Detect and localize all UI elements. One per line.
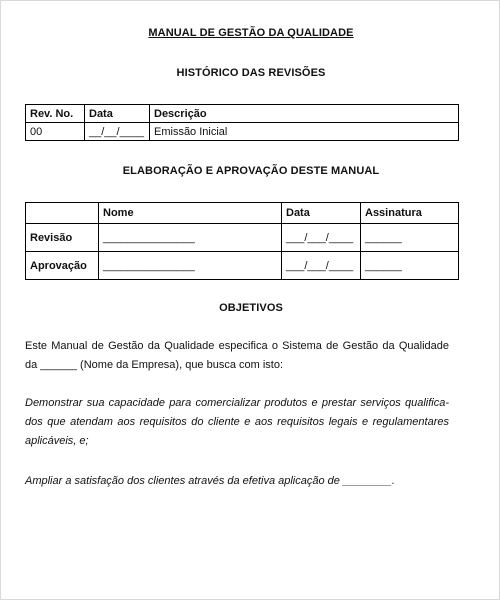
header-cell: Nome (99, 203, 282, 224)
row-label: Revisão (26, 224, 99, 252)
header-cell: Assinatura (361, 203, 459, 224)
table-cell: __/__/____ (85, 123, 150, 141)
objectives-heading: OBJETIVOS (219, 302, 283, 314)
signature-blank: ______ (361, 224, 459, 252)
table-row (26, 123, 459, 141)
objective-item: Ampliar a satisfação dos clientes através da efetiva aplicação de ________. (25, 475, 395, 487)
date-blank: ___/___/____ (282, 252, 361, 280)
header-cell: Descrição (150, 105, 459, 123)
objective-item: Demonstrar sua capacidade para comercializar produtos e prestar serviços qualifica-dos que atendam aos requisitos do cliente e aos requisitos legais e regulamentares aplicáveis, e; (25, 397, 449, 447)
revision-history-table (25, 104, 459, 141)
table-cell: 00 (26, 123, 85, 141)
revision-history-heading: HISTÓRICO DAS REVISÕES (176, 67, 326, 79)
header-cell: Data (85, 105, 150, 123)
table-row (26, 252, 459, 280)
table-row (26, 224, 459, 252)
document-title: MANUAL DE GESTÃO DA QUALIDADE (148, 27, 354, 39)
header-cell: Rev. No. (26, 105, 85, 123)
date-blank: ___/___/____ (282, 224, 361, 252)
table-header-row (26, 203, 459, 224)
signature-blank: ______ (361, 252, 459, 280)
row-label: Aprovação (26, 252, 99, 280)
table-cell: Emissão Inicial (150, 123, 459, 141)
header-cell: Data (282, 203, 361, 224)
approval-table (25, 202, 459, 280)
name-blank: _______________ (99, 252, 282, 280)
header-cell (26, 203, 99, 224)
name-blank: _______________ (99, 224, 282, 252)
table-header-row (26, 105, 459, 123)
approval-heading: ELABORAÇÃO E APROVAÇÃO DESTE MANUAL (122, 165, 380, 177)
objectives-intro: Este Manual de Gestão da Qualidade especifica o Sistema de Gestão da Qualidade da ______ (Nome da Empresa), que busca com isto: (25, 340, 449, 371)
